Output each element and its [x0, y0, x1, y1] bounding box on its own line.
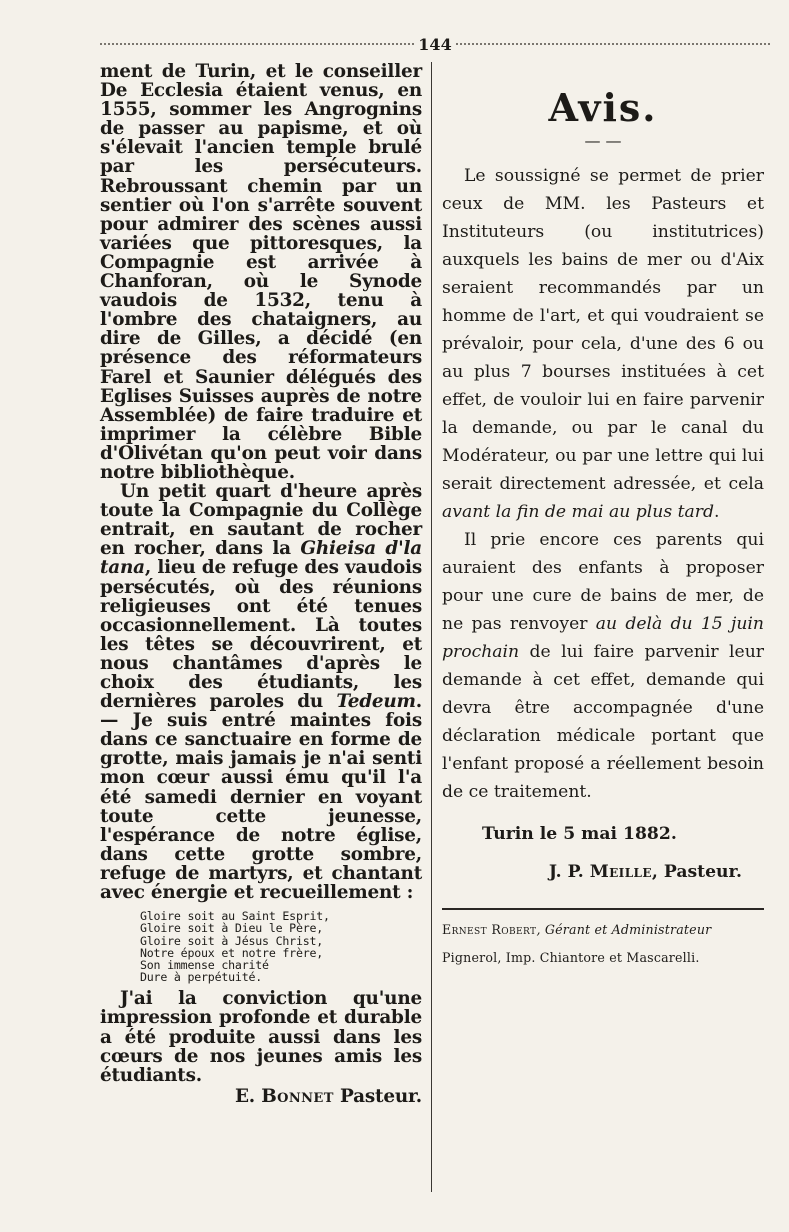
column-divider [431, 62, 432, 1192]
article-paragraph [100, 482, 422, 902]
title-divider: — — [584, 131, 622, 150]
left-column [100, 62, 422, 1106]
deadline-text: au delà du 15 juin prochain [442, 614, 764, 662]
article-paragraph: ment de Turin, et le conseiller De Ecclesia étaient venus, en 1555, sommer les Angrognins de passer au papisme, et où s'élevait l'ancien temple brulé par les persécuteurs. Rebroussant chemin par un sentier où l'on s'arrête souvent pour admirer des scènes aussi variées que pittoresques, la Compagnie est arrivée à Chanforan, où le Synode vaudois de 1532, tenu à l'ombre des chataigners, au dire de Gilles, a décidé (en présence des réformateurs Farel et Saunier délégués des Eglises Suisses auprès de notre Assemblée) de faire traduire et imprimer la célèbre Bible d'Olivétan qu'on peut voir dans notre bibliothèque. [100, 61, 422, 483]
signer-name: Meille [589, 862, 652, 882]
article-paragraph: J'ai la conviction qu'une impression profonde et durable a été produite aussi dans les cœurs de nos jeunes amis les étudiants. [100, 988, 422, 1086]
deadline-text: avant la fin de mai au plus tard [442, 502, 714, 522]
printer-line: Pignerol, Imp. Chiantore et Mascarelli. [442, 950, 700, 965]
page-number: 144 [418, 34, 452, 54]
verse-line: Notre époux et notre frère, [140, 945, 324, 960]
right-column [442, 62, 764, 972]
place-name: Ghieisa d'la tana [100, 538, 423, 579]
verse-line: Son immense charité [140, 957, 269, 972]
text-run: , lieu de refuge des vaudois persécutés, où des réunions religieuses ont été tenues occasionnellement. Là toutes les têtes se découvrirent, et nous chantâmes d'après le choix des étudiants, les dernières paroles du [100, 557, 422, 713]
imprint-divider [442, 908, 764, 910]
hymn-name: Tedeum [336, 691, 416, 713]
verse-line: Gloire soit à Dieu le Père, [140, 921, 324, 936]
article-signature: E. Bonnet Pasteur. [234, 1085, 422, 1107]
notice-paragraph: Le soussigné se permet de prier ceux de MM. les Pasteurs et Instituteurs (ou institutrices) auxquels les bains de mer ou d'Aix seraient recommandés par un homme de l'art, et qui voudraient se prévaloir, pour cela, d'une des 6 ou au plus 7 bourses instituées à cet effet, de vouloir lui en faire parvenir la demande, ou par le canal du Modérateur, ou par une lettre qui lui serait directement adressée, et cela avant la fin de mai au plus tard. [442, 166, 764, 522]
page-header [100, 32, 770, 56]
author-name: Bonnet [261, 1085, 334, 1107]
verse-line: Dure à perpétuité. [140, 970, 263, 985]
notice-title: Avis. [548, 85, 658, 130]
header-ornament-left [100, 43, 414, 45]
verse-line: Gloire soit à Jésus Christ, [140, 933, 324, 948]
text-run: Un petit quart d'heure après toute la Compagnie du Collège entrait, en sautant de rocher en rocher, dans la [100, 481, 422, 560]
notice-signature: J. P. Meille, Pasteur. [548, 862, 742, 882]
verse-line: Gloire soit au Saint Esprit, [140, 909, 330, 924]
text-run: . — Je suis entré maintes fois dans ce sanctuaire en forme de grotte, mais jamais je n'ai senti mon cœur aussi ému qu'il l'a été samedi dernier en voyant toute cette jeunesse, l'espérance de notre église, dans cette grotte sombre, refuge de martyrs, et chantant avec énergie et recueillement : [100, 691, 422, 904]
notice-paragraph: Il prie encore ces parents qui auraient des enfants à proposer pour une cure de bains de mer, de ne pas renvoyer au delà du 15 juin prochain de lui faire parvenir leur demande à cet effet, demande qui devra être accompagnée d'une déclaration médicale portant que l'enfant proposé a réellement besoin de ce traitement. [442, 530, 764, 802]
notice-dateline: Turin le 5 mai 1882. [482, 824, 677, 844]
imprint-line: Ernest Robert, Gérant et Administrateur [442, 922, 712, 937]
manager-name: Ernest Robert [442, 922, 537, 937]
hymn-verse [140, 910, 422, 983]
header-ornament-right [456, 43, 770, 45]
